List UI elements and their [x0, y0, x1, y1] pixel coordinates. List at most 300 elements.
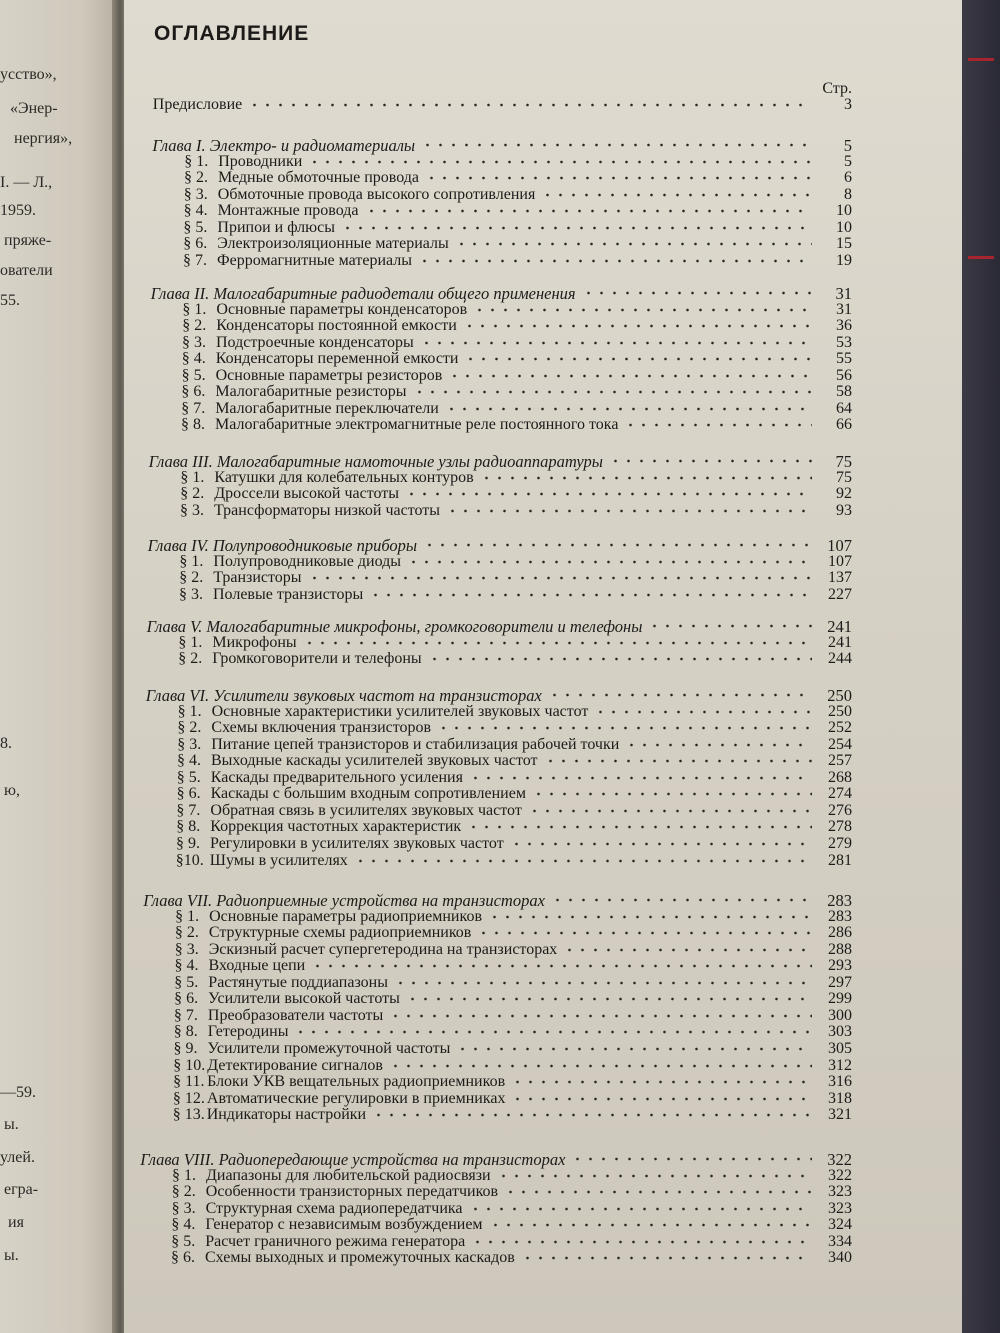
- dot-leader: [511, 1080, 812, 1084]
- dot-leader: [456, 1047, 812, 1051]
- left-page-text-fragment: 55.: [0, 292, 20, 309]
- page-number: 10: [836, 218, 852, 236]
- chapter-number: Глава I.: [152, 136, 206, 155]
- left-page-text-fragment: 8.: [0, 735, 12, 752]
- section-number: § 5.: [181, 366, 206, 384]
- dot-leader: [413, 390, 812, 394]
- dot-leader: [541, 193, 812, 197]
- page-number: 323: [828, 1199, 852, 1217]
- page-number: 227: [828, 585, 852, 603]
- toc-entry-label: [184, 186, 536, 204]
- dot-leader: [489, 1223, 812, 1227]
- toc-entry-label: [182, 301, 467, 319]
- section-title: Расчет граничного режима генератора: [205, 1232, 466, 1250]
- section-title: Ферромагнитные материалы: [217, 251, 412, 269]
- toc-entry-label: [178, 703, 589, 721]
- section-number: § 4.: [174, 957, 199, 975]
- toc-chapter-row: [140, 1150, 852, 1168]
- section-title: Основные характеристики усилителей звуковых частот: [211, 702, 589, 720]
- toc-section-row: [177, 719, 852, 737]
- section-number: § 1.: [180, 468, 205, 486]
- toc-section-row: [183, 219, 852, 237]
- toc-section-row: [179, 553, 852, 571]
- section-number: § 8.: [173, 1023, 198, 1041]
- page-number: 288: [828, 940, 852, 958]
- chapter-title: Малогабаритные намоточные узлы радиоаппаратуры: [216, 452, 603, 471]
- toc-entry-label: [177, 769, 463, 787]
- dot-leader: [406, 997, 812, 1001]
- section-number: § 6.: [171, 1249, 195, 1267]
- toc-section-row: [181, 416, 852, 434]
- dot-leader: [497, 1174, 812, 1178]
- section-title: Громкоговорители и телефоны: [212, 650, 422, 668]
- page-number: 334: [828, 1232, 852, 1250]
- section-title: Коррекция частотных характеристик: [210, 818, 462, 836]
- page-number: 75: [835, 452, 852, 471]
- section-title: Детектирование сигналов: [207, 1056, 383, 1074]
- section-title: Основные параметры конденсаторов: [216, 300, 468, 318]
- dot-leader: [372, 1113, 812, 1117]
- dot-leader: [511, 1097, 812, 1101]
- toc-entry-label: [172, 1183, 498, 1201]
- dot-leader: [469, 1207, 812, 1211]
- dot-leader: [446, 509, 812, 513]
- toc-section-row: [181, 383, 852, 401]
- page-number: 5: [843, 136, 852, 155]
- toc-entry-label: [173, 1057, 383, 1075]
- dot-leader: [521, 1256, 812, 1260]
- toc-entry-label: [179, 569, 301, 587]
- edge-stripe: [968, 256, 994, 259]
- toc-section-row: [174, 1023, 852, 1041]
- toc-chapter-row: [148, 536, 852, 554]
- section-title: Трансформаторы низкой частоты: [214, 501, 441, 519]
- section-number: § 6.: [181, 383, 206, 401]
- toc-entry-label: [174, 990, 400, 1008]
- toc-section-row: [172, 1183, 852, 1201]
- left-page-text-fragment: ы.: [4, 1116, 19, 1133]
- page-number: 6: [844, 169, 852, 187]
- toc-section-row: [175, 908, 852, 926]
- page-number: 323: [828, 1183, 852, 1201]
- left-page-text-fragment: усство»,: [0, 66, 57, 83]
- toc-section-row: [176, 835, 852, 853]
- toc-entry-label: [177, 752, 538, 770]
- page-number: 10: [836, 202, 852, 220]
- section-number: § 7.: [183, 251, 207, 269]
- page-number: 316: [828, 1073, 852, 1090]
- dot-leader: [437, 726, 812, 730]
- dot-leader: [308, 160, 812, 164]
- dot-leader: [341, 226, 812, 230]
- toc-section-row: [176, 802, 852, 820]
- chapter-number: Глава V.: [146, 617, 203, 636]
- toc-entry-label: [177, 719, 431, 737]
- toc-entry-label: [176, 802, 521, 820]
- section-title: Обратная связь в усилителях звуковых частот: [210, 801, 522, 819]
- left-page-text-fragment: ю,: [4, 782, 20, 799]
- page-number: 312: [828, 1056, 852, 1074]
- page-number: 279: [828, 835, 852, 852]
- page-number: 321: [828, 1106, 852, 1124]
- section-number: § 2.: [174, 924, 199, 942]
- chapter-title: Усилители звуковых частот на транзисторах: [213, 686, 542, 705]
- dot-leader: [488, 915, 812, 919]
- page-number: 252: [828, 719, 852, 737]
- section-title: Диапазоны для любительской радиосвязи: [206, 1166, 491, 1184]
- dot-leader: [389, 1064, 812, 1068]
- dot-leader: [425, 176, 812, 180]
- section-title: Малогабаритные электромагнитные реле постоянного тока: [215, 416, 619, 434]
- page-number: 268: [828, 768, 852, 786]
- page-number: 55: [836, 350, 852, 368]
- toc-chapter-row: [151, 284, 852, 302]
- page-number: 241: [827, 617, 852, 636]
- chapter-title: Электро- и радиоматериалы: [209, 136, 416, 155]
- page-number: 56: [836, 366, 852, 384]
- toc-section-row: [180, 485, 852, 503]
- section-number: § 7.: [176, 801, 201, 819]
- section-number: § 8.: [176, 818, 201, 836]
- toc-section-row: [171, 1249, 852, 1267]
- chapter-title: Радиоприемные устройства на транзисторах: [216, 891, 545, 910]
- toc-entry-label: [178, 634, 296, 652]
- section-number: § 6.: [174, 990, 199, 1008]
- page-number: 36: [836, 317, 852, 335]
- page-number: 64: [836, 399, 852, 417]
- dot-leader: [594, 710, 812, 714]
- toc-section-row: [180, 469, 852, 487]
- section-number: § 3.: [183, 185, 208, 203]
- page-number: 15: [836, 235, 852, 253]
- toc-section-row: [179, 586, 852, 604]
- toc-section-row: [173, 1057, 852, 1075]
- toc-entry-label: [177, 736, 619, 754]
- left-page-text-fragment: егра-: [4, 1181, 39, 1198]
- left-page-text-fragment: нергия»,: [14, 130, 73, 147]
- dot-leader: [464, 357, 812, 361]
- toc-entry-label: [174, 1023, 289, 1041]
- section-number: § 5.: [174, 973, 199, 991]
- dot-leader: [405, 492, 812, 496]
- section-title: Конденсаторы постоянной емкости: [216, 317, 457, 335]
- page-number: 274: [828, 785, 852, 803]
- chapter-title: Малогабаритные микрофоны, громкоговорители и телефоны: [206, 617, 643, 636]
- dot-leader: [445, 407, 812, 411]
- toc-entry-label: [182, 350, 459, 368]
- page-number: 340: [828, 1249, 852, 1267]
- page-number: 283: [827, 891, 852, 910]
- toc-entry-label: [175, 924, 471, 942]
- toc-section-row: [174, 1040, 853, 1058]
- toc-entry-label: [182, 317, 457, 335]
- page-number: 19: [836, 251, 852, 269]
- chapter-number: Глава VI.: [145, 686, 210, 705]
- section-title: Регулировки в усилителях звуковых частот: [210, 835, 504, 852]
- section-title: Выходные каскады усилителей звуковых частот: [211, 752, 538, 770]
- toc-section-row: [173, 1106, 852, 1124]
- page-number: 322: [828, 1166, 852, 1184]
- section-number: § 3.: [182, 333, 206, 351]
- toc-section-row: [175, 941, 852, 959]
- toc-entry-label: [173, 1090, 506, 1108]
- section-number: § 4.: [183, 202, 208, 220]
- section-title: Шумы в усилителях: [209, 851, 348, 869]
- toc-chapter-row: [149, 452, 852, 470]
- page-number: 5: [844, 152, 852, 170]
- dot-leader: [365, 209, 812, 213]
- toc-section-row: [177, 785, 852, 803]
- section-number: § 5.: [176, 768, 201, 786]
- section-title: Дроссели высокой частоты: [214, 485, 400, 503]
- chapter-title: Малогабаритные радиодетали общего применения: [213, 284, 576, 303]
- section-number: § 3.: [171, 1199, 196, 1217]
- section-title: Малогабаритные переключатели: [215, 399, 439, 417]
- toc-section-row: [179, 569, 852, 587]
- section-title: Обмоточные провода высокого сопротивления: [217, 185, 536, 203]
- toc-entry-label: [176, 818, 461, 836]
- left-page-edge: [0, 0, 118, 1333]
- dot-leader: [421, 143, 812, 147]
- section-title: Монтажные провода: [217, 202, 359, 220]
- toc-section-row: [171, 1216, 852, 1234]
- toc-section-row: [174, 974, 852, 992]
- dot-leader: [480, 476, 812, 480]
- toc-entry-label: [177, 785, 526, 803]
- chapter-number: Глава VIII.: [140, 1150, 215, 1169]
- page-number: 107: [827, 536, 852, 555]
- dot-leader: [354, 859, 812, 863]
- section-number: § 1.: [172, 1166, 196, 1184]
- toc-section-row: [182, 301, 852, 319]
- section-number: § 2.: [184, 169, 208, 187]
- section-number: § 9.: [176, 835, 200, 852]
- page-number: 250: [828, 702, 852, 720]
- section-number: § 12.: [172, 1089, 205, 1107]
- toc-entry-label: [181, 416, 618, 434]
- section-number: § 2.: [177, 719, 202, 737]
- section-number: § 3.: [174, 940, 199, 958]
- toc-entry-label: [178, 650, 421, 668]
- page-number: 305: [828, 1040, 852, 1057]
- dot-leader: [420, 341, 812, 345]
- page-number: 137: [828, 569, 852, 587]
- section-number: § 1.: [175, 907, 200, 925]
- dot-leader: [311, 964, 812, 968]
- dot-leader: [294, 1030, 812, 1034]
- toc-section-row: [184, 169, 852, 187]
- toc-section-row: [182, 350, 852, 368]
- page-number: 92: [836, 485, 852, 503]
- section-title: Транзисторы: [213, 569, 302, 587]
- section-number: § 2.: [182, 317, 207, 335]
- left-page-text-fragment: ы.: [4, 1247, 19, 1264]
- section-title: Основные параметры радиоприемников: [209, 907, 483, 925]
- section-number: § 6.: [183, 235, 208, 253]
- toc-chapter-row: [152, 136, 852, 154]
- toc-entry-label: [173, 1073, 505, 1091]
- page-number: 257: [828, 752, 852, 770]
- toc-entry-label: [175, 908, 482, 926]
- section-title: Входные цепи: [208, 957, 306, 975]
- page-number: 31: [835, 284, 852, 303]
- toc-entry-label: [180, 469, 473, 487]
- section-number: § 1.: [177, 702, 202, 720]
- section-number: § 2.: [179, 569, 204, 587]
- toc-section-row: [173, 1073, 852, 1091]
- toc-entry-label: [179, 553, 401, 571]
- toc-entry-label: [180, 502, 440, 520]
- toc-page: [124, 0, 964, 1333]
- dot-leader: [418, 259, 812, 263]
- toc-section-row: [173, 1090, 852, 1108]
- page-number: 293: [828, 957, 852, 975]
- page-number: 93: [836, 501, 852, 519]
- section-title: Питание цепей транзисторов и стабилизация рабочей точки: [211, 735, 620, 753]
- page-number: 281: [828, 851, 852, 869]
- section-number: § 4.: [177, 752, 201, 770]
- toc-section-row: [178, 703, 852, 721]
- toc-section-row: [177, 736, 852, 754]
- toc-section-row: [171, 1233, 852, 1251]
- toc-section-row: [182, 317, 852, 335]
- dot-leader: [423, 543, 812, 547]
- section-number: § 5.: [171, 1232, 196, 1250]
- toc-section-row: [183, 235, 852, 253]
- section-title: Полупроводниковые диоды: [213, 552, 402, 570]
- toc-section-row: [180, 502, 852, 520]
- toc-entry-label: [173, 1106, 366, 1124]
- toc-section-row: [172, 1167, 852, 1185]
- dot-leader: [609, 459, 812, 463]
- section-title: Эскизный расчет супергетеродина на транзисторах: [208, 940, 558, 958]
- section-title: Подстроечные конденсаторы: [216, 333, 414, 351]
- section-number: § 10.: [173, 1056, 206, 1074]
- section-title: Основные параметры резисторов: [215, 366, 443, 384]
- page-number: 254: [828, 735, 852, 753]
- page-number: 278: [828, 818, 852, 836]
- edge-stripe: [968, 58, 994, 61]
- page-number: 53: [836, 333, 852, 351]
- left-page-text-fragment: 1959.: [0, 202, 36, 219]
- toc-chapter-row: [147, 617, 852, 635]
- left-page-text-fragment: пряже-: [4, 232, 52, 249]
- dot-leader: [548, 693, 812, 697]
- toc-entry-label: [176, 852, 348, 870]
- chapter-number: Глава II.: [150, 284, 210, 303]
- section-number: § 8.: [181, 416, 205, 434]
- section-number: § 3.: [179, 585, 203, 603]
- section-number: § 1.: [184, 152, 209, 170]
- section-number: § 2.: [178, 650, 203, 668]
- dot-leader: [648, 624, 812, 628]
- toc-section-row: [177, 769, 852, 787]
- dot-leader: [624, 423, 812, 427]
- section-title: Электроизоляционные материалы: [217, 235, 449, 253]
- section-title: Растянутые поддиапазоны: [208, 973, 388, 991]
- toc-section-row: [175, 957, 853, 975]
- left-page-text-fragment: ователи: [0, 262, 53, 279]
- section-title: Схемы выходных и промежуточных каскадов: [205, 1249, 515, 1267]
- section-title: Каскады с большим входным сопротивлением: [210, 785, 526, 803]
- toc-chapter-row: [146, 686, 852, 704]
- toc-entry-label: [184, 202, 359, 220]
- toc-section-row: [183, 252, 852, 270]
- section-number: § 11.: [173, 1073, 205, 1090]
- section-number: § 5.: [183, 218, 208, 236]
- toc-entry-label: [174, 1007, 383, 1025]
- toc-section-row: [184, 186, 852, 204]
- dot-leader: [471, 1240, 812, 1244]
- toc-entry-label: [183, 235, 449, 253]
- toc-section-row: [178, 634, 852, 652]
- section-title: Катушки для колебательных контуров: [214, 468, 474, 486]
- toc-section-row: [176, 818, 852, 836]
- dot-leader: [389, 1014, 812, 1018]
- dot-leader: [308, 576, 812, 580]
- section-title: Медные обмоточные провода: [218, 169, 419, 187]
- chapter-number: Глава III.: [148, 452, 213, 471]
- dot-leader: [473, 308, 812, 312]
- dot-leader: [528, 809, 812, 813]
- toc-section-row: [174, 990, 852, 1008]
- toc-section-row: [178, 650, 852, 668]
- chapter-title: Полупроводниковые приборы: [212, 536, 418, 555]
- toc-entry-label: [182, 334, 414, 352]
- left-page-text-fragment: І. — Л.,: [0, 174, 53, 191]
- dot-leader: [510, 842, 812, 846]
- section-title: Генератор с независимым возбуждением: [205, 1216, 483, 1234]
- section-title: Индикаторы настройки: [206, 1106, 367, 1124]
- section-number: § 1.: [182, 300, 207, 318]
- section-number: § 13.: [172, 1106, 205, 1124]
- page-title: ОГЛАВЛЕНИЕ: [154, 22, 310, 45]
- dot-leader: [582, 291, 812, 295]
- page-number: 286: [828, 924, 852, 942]
- toc-entry-label: [172, 1200, 463, 1218]
- dot-leader: [551, 898, 812, 902]
- section-title: Преобразователи частоты: [207, 1006, 384, 1024]
- section-number: § 7.: [181, 399, 206, 417]
- dot-leader: [477, 931, 812, 935]
- section-number: § 4.: [181, 350, 206, 368]
- section-title: Проводники: [218, 152, 303, 170]
- toc-section-row: [182, 334, 852, 352]
- dot-leader: [532, 792, 812, 796]
- section-number: § 2.: [180, 485, 205, 503]
- toc-entry-label: [184, 169, 419, 187]
- page-number: 3: [844, 96, 852, 113]
- page-number: 300: [828, 1006, 852, 1024]
- page-number: 299: [828, 990, 852, 1008]
- toc-front-row: [153, 96, 852, 114]
- toc-entry-label: [182, 367, 443, 385]
- page-number: 244: [828, 650, 852, 668]
- toc-entry-label: [171, 1216, 482, 1234]
- toc-entry-label: [174, 1040, 451, 1058]
- dot-leader: [504, 1190, 812, 1194]
- chapter-number: Глава IV.: [147, 536, 209, 555]
- section-title: Структурная схема радиопередатчика: [205, 1199, 463, 1217]
- dot-leader: [467, 825, 812, 829]
- section-title: Блоки УКВ вещательных радиоприемников: [207, 1073, 506, 1090]
- section-number: § 2.: [171, 1183, 196, 1201]
- toc-section-row: [184, 153, 852, 171]
- section-title: Микрофоны: [212, 633, 297, 651]
- toc-section-row: [182, 367, 852, 385]
- section-number: § 3.: [177, 735, 202, 753]
- section-title: Особенности транзисторных передатчиков: [205, 1183, 499, 1201]
